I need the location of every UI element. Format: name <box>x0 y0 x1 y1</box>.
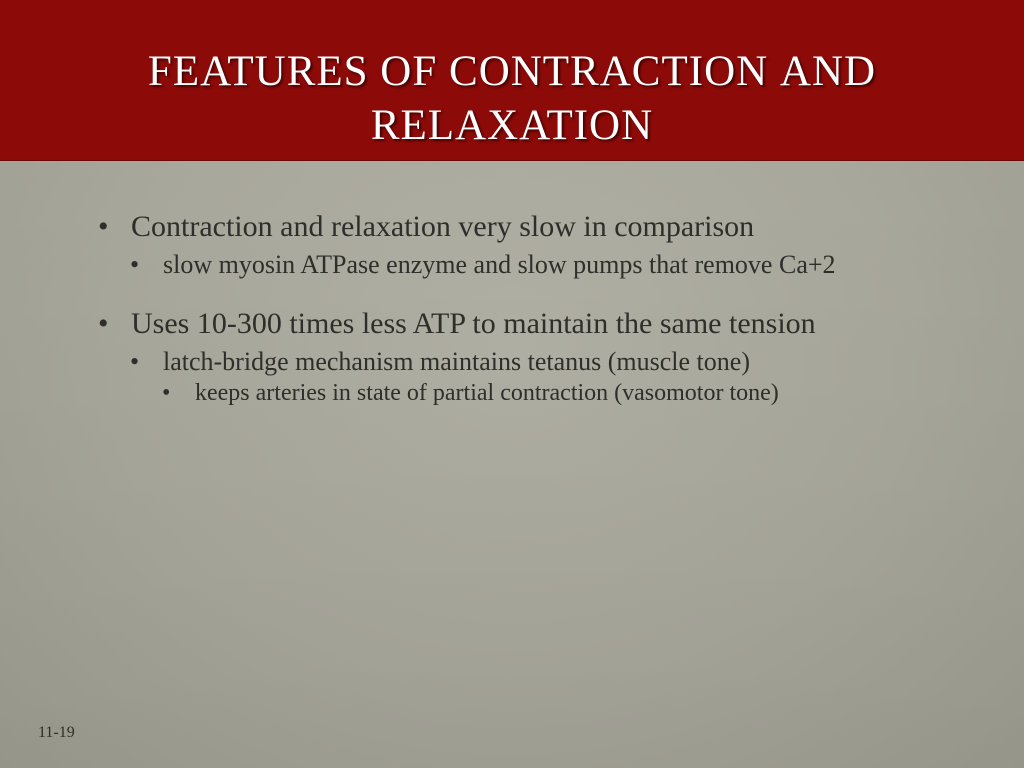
bullet-level1 <box>98 208 918 245</box>
bullet-spacer <box>98 281 918 305</box>
bullet-dot: • <box>98 307 109 340</box>
bullet-text: keeps arteries in state of partial contraction (vasomotor tone) <box>195 380 779 406</box>
bullet-level3 <box>162 378 918 408</box>
bullet-text: latch-bridge mechanism maintains tetanus (muscle tone) <box>163 347 750 376</box>
bullet-level2 <box>130 345 918 378</box>
bullet-dot: • <box>130 347 140 376</box>
bullet-level1 <box>98 305 918 342</box>
bullet-text: slow myosin ATPase enzyme and slow pumps that remove Ca+2 <box>163 250 836 279</box>
bullet-text: Uses 10-300 times less ATP to maintain the same tension <box>131 307 816 340</box>
bullet-dot: • <box>162 380 171 406</box>
slide-title: features of contraction and relaxation <box>147 31 877 153</box>
slide-number: 11-19 <box>38 724 75 741</box>
bullet-text: Contraction and relaxation very slow in comparison <box>131 210 755 243</box>
slide-content <box>98 208 918 408</box>
title-bar <box>0 0 1024 161</box>
bullet-dot: • <box>98 210 109 243</box>
bullet-dot: • <box>130 250 140 279</box>
bullet-level2 <box>130 248 918 281</box>
